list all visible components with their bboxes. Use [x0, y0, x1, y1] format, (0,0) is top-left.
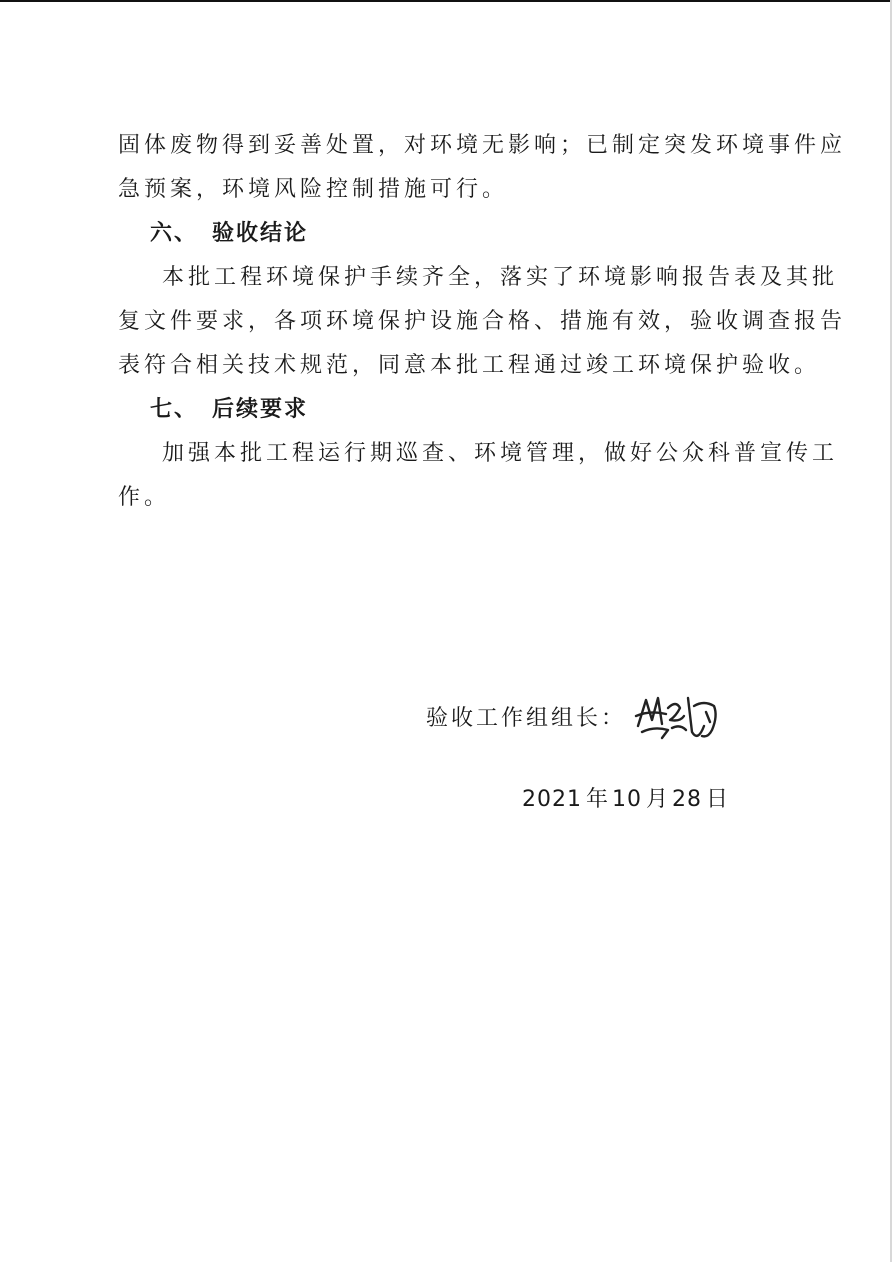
- paragraph-line: 固体废物得到妥善处置，对环境无影响；已制定突发环境事件应: [118, 133, 847, 158]
- document-body: [118, 124, 847, 520]
- section-title: 验收结论: [212, 221, 309, 246]
- signing-date: [522, 780, 732, 820]
- paragraph-line: 本批工程环境保护手续齐全，落实了环境影响报告表及其批: [162, 265, 839, 290]
- date-month: 10: [612, 787, 643, 812]
- top-border: [0, 0, 892, 2]
- date-day: 28: [672, 787, 703, 812]
- date-month-unit: 月: [646, 787, 669, 812]
- paragraph-line: 加强本批工程运行期巡查、环境管理，做好公众科普宣传工: [162, 441, 839, 466]
- section-heading-conclusion: [118, 212, 786, 256]
- section-number: 七、: [150, 397, 199, 422]
- signature-label: 验收工作组组长：: [426, 705, 627, 731]
- date-day-unit: 日: [706, 787, 729, 812]
- section-heading-followup: [118, 388, 786, 432]
- paragraph-line: 表符合相关技术规范，同意本批工程通过竣工环境保护验收。: [118, 353, 821, 378]
- section-title: 后续要求: [212, 397, 309, 422]
- date-year-unit: 年: [586, 787, 609, 812]
- section-number: 六、: [150, 221, 199, 246]
- date-year: 2021: [522, 787, 582, 812]
- signature-block: [426, 686, 724, 746]
- paragraph-line: 急预案，环境风险控制措施可行。: [118, 177, 509, 202]
- paragraph-line: 作。: [118, 485, 171, 510]
- paragraph-line: 复文件要求，各项环境保护设施合格、措施有效，验收调查报告: [118, 309, 847, 334]
- handwritten-signature: [632, 686, 724, 746]
